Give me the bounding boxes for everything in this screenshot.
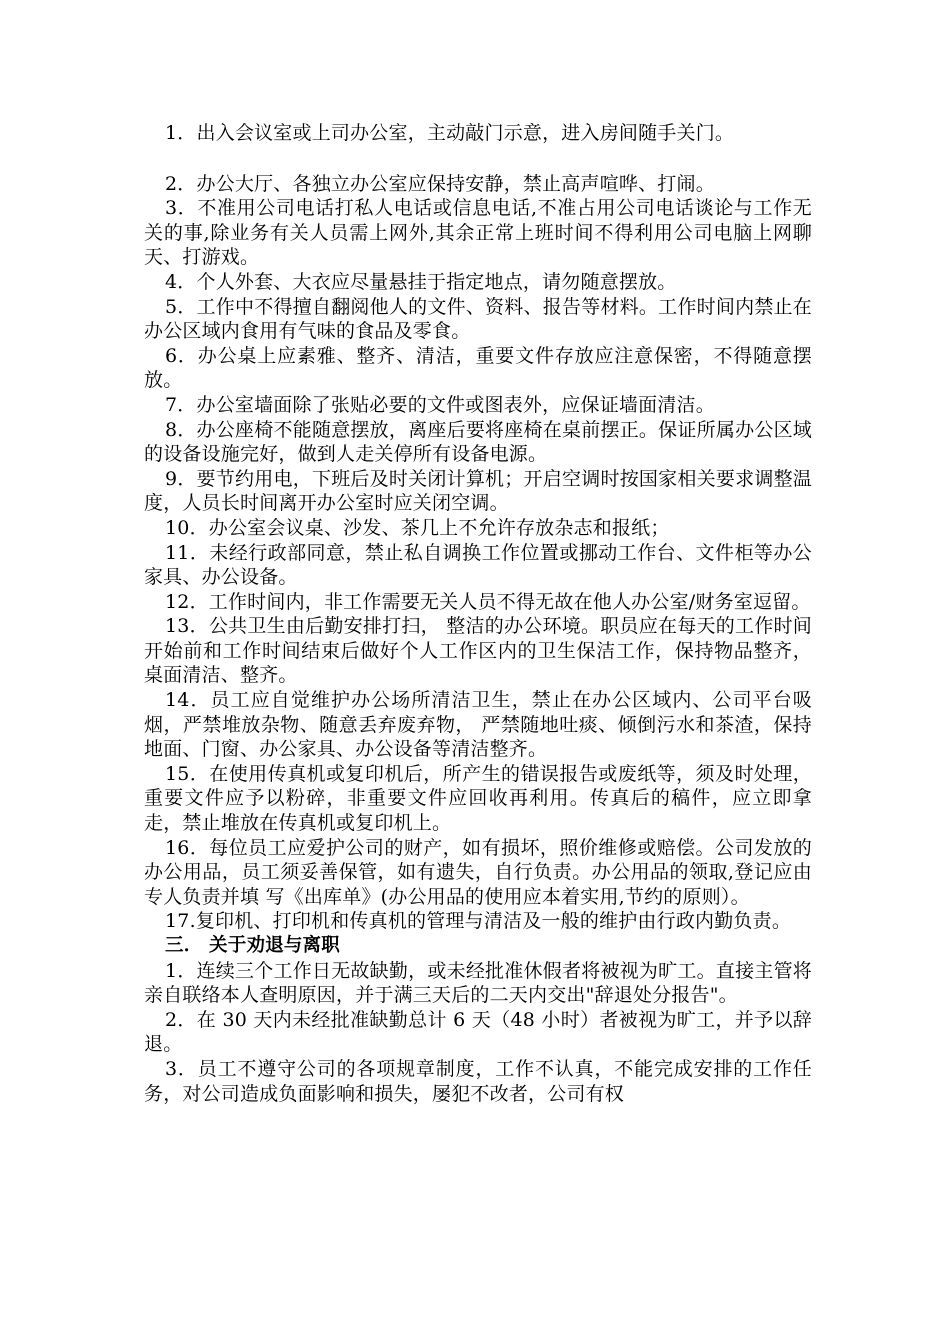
rule-paragraph: 6．办公桌上应素雅、整齐、清洁，重要文件存放应注意保密，不得随意摆放。 bbox=[144, 344, 812, 392]
rule-paragraph: 5．工作中不得擅自翻阅他人的文件、资料、报告等材料。工作时间内禁止在办公区域内食用有气味的食品及零食。 bbox=[144, 295, 812, 343]
dismissal-paragraph: 2．在 30 天内未经批准缺勤总计 6 天（48 小时）者被视为旷工，并予以辞退。 bbox=[144, 1008, 812, 1056]
rule-paragraph: 8．办公座椅不能随意摆放，离座后要将座椅在桌前摆正。保证所属办公区域的设备设施完好，做到人走关停所有设备电源。 bbox=[144, 418, 812, 466]
rule-paragraph: 15．在使用传真机或复印机后，所产生的错误报告或废纸等，须及时处理，重要文件应予以粉碎，非重要文件应回收再利用。传真后的稿件，应立即拿走，禁止堆放在传真机或复印机上。 bbox=[144, 762, 812, 835]
rule-paragraph: 4．个人外套、大衣应尽量悬挂于指定地点，请勿随意摆放。 bbox=[165, 270, 677, 293]
rule-paragraph: 13．公共卫生由后勤安排打扫， 整洁的办公环境。职员应在每天的工作时间开始前和工作时间结束后做好个人工作区内的卫生保洁工作，保持物品整齐，桌面清洁、整齐。 bbox=[144, 615, 812, 687]
rule-paragraph: 14．员工应自觉维护办公场所清洁卫生，禁止在办公区域内、公司平台吸烟，严禁堆放杂物、随意丢弃废弃物， 严禁随地吐痰、倾倒污水和茶渣，保持地面、门窗、办公家具、办公设备等清洁整齐。 bbox=[144, 689, 812, 761]
rule-paragraph: 7．办公室墙面除了张贴必要的文件或图表外，应保证墙面清洁。 bbox=[165, 393, 715, 416]
dismissal-paragraph: 3．员工不遵守公司的各项规章制度，工作不认真，不能完成安排的工作任务，对公司造成负面影响和损失，屡犯不改者，公司有权 bbox=[144, 1057, 812, 1105]
rule-paragraph: 11．未经行政部同意，禁止私自调换工作位置或挪动工作台、文件柜等办公家具、办公设备。 bbox=[144, 541, 812, 589]
rule-paragraph: 9．要节约用电，下班后及时关闭计算机；开启空调时按国家相关要求调整温度，人员长时间离开办公室时应关闭空调。 bbox=[144, 467, 812, 515]
rule-paragraph: 17.复印机、打印机和传真机的管理与清洁及一般的维护由行政内勤负责。 bbox=[165, 910, 792, 933]
rule-paragraph: 10．办公室会议桌、沙发、茶几上不允许存放杂志和报纸； bbox=[165, 516, 670, 539]
rule-paragraph: 12．工作时间内，非工作需要无关人员不得无故在他人办公室/财务室逗留。 bbox=[165, 590, 811, 613]
section-heading: 三． 关于劝退与离职 bbox=[165, 935, 340, 956]
rule-paragraph: 2．办公大厅、各独立办公室应保持安静，禁止高声喧哗、打闹。 bbox=[165, 172, 715, 195]
dismissal-paragraph: 1．连续三个工作日无故缺勤，或未经批准休假者将被视为旷工。直接主管将亲自联络本人查明原因，并于满三天后的二天内交出"辞退处分报告"。 bbox=[144, 959, 812, 1007]
rule-paragraph: 1．出入会议室或上司办公室，主动敲门示意，进入房间随手关门。 bbox=[165, 122, 735, 144]
rule-paragraph: 3．不准用公司电话打私人电话或信息电话,不准占用公司电话谈论与工作无关的事,除业务有关人员需上网外,其余正常上班时间不得利用公司电脑上网聊天、打游戏。 bbox=[144, 197, 812, 269]
rule-paragraph: 16．每位员工应爱护公司的财产，如有损坏，照价维修或赔偿。公司发放的办公用品，员工须妥善保管，如有遗失，自行负责。办公用品的领取,登记应由专人负责并填 写《出库单》(办公用品的使用应本着实用,节约的原则）。 bbox=[144, 836, 812, 908]
document-body bbox=[144, 121, 812, 1106]
